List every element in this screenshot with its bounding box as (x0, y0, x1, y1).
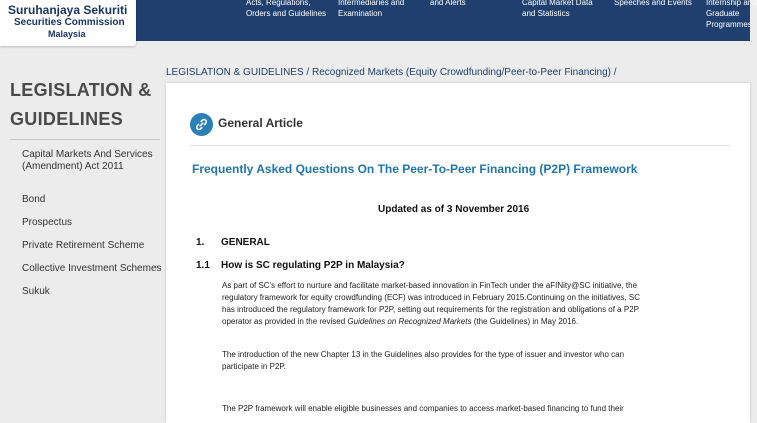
sidebar-item-sukuk[interactable]: Sukuk (22, 286, 50, 297)
sidebar-divider (10, 139, 160, 140)
nav-acts-regulations[interactable]: Acts, Regulations, Orders and Guidelines (246, 0, 327, 18)
article-header: General Article (218, 116, 303, 130)
section-number: 1. (196, 237, 205, 248)
breadcrumb-separator: / (303, 67, 312, 78)
breadcrumb (166, 67, 617, 78)
section-title: GENERAL (221, 237, 270, 248)
logo-line1: Suruhanjaya Sekuriti (8, 3, 128, 17)
sidebar-item-collective-investment-schemes[interactable]: Collective Investment Schemes (22, 263, 162, 274)
sidebar-title: LEGISLATION & GUIDELINES (10, 80, 152, 129)
logo-line2: Securities Commission (14, 17, 125, 28)
nav-intermediaries[interactable]: Intermediaries and Examination (338, 0, 405, 18)
faq-title: Frequently Asked Questions On The Peer-To-Peer Financing (P2P) Framework (192, 162, 638, 176)
question-number: 1.1 (196, 260, 210, 271)
answer-paragraph-3: The P2P framework will enable eligible businesses and companies to access market-based financing to fund their (222, 404, 624, 413)
sc-logo[interactable] (0, 0, 136, 46)
breadcrumb-trailing-separator: / (611, 67, 617, 78)
updated-date: Updated as of 3 November 2016 (378, 204, 530, 215)
sidebar-item-private-retirement-scheme[interactable]: Private Retirement Scheme (22, 240, 145, 251)
link-icon (195, 118, 208, 131)
question-title: How is SC regulating P2P in Malaysia? (221, 260, 405, 271)
sidebar-item-bond[interactable]: Bond (22, 194, 46, 205)
nav-speeches-events[interactable]: Speeches and Events (614, 0, 692, 7)
guidelines-title: Guidelines on Recognized Markets (347, 317, 472, 326)
nav-internship-programmes[interactable]: Internship and Graduate Programmes (706, 0, 757, 29)
article-divider (190, 145, 730, 146)
article-card (166, 83, 750, 423)
breadcrumb-legislation[interactable]: LEGISLATION & GUIDELINES (166, 67, 304, 78)
nav-alerts[interactable]: and Alerts (430, 0, 466, 7)
sidebar-item-cmsa-amendment[interactable]: Capital Markets And Services (Amendment) Act 2011 (22, 149, 153, 172)
answer-paragraph-2: The introduction of the new Chapter 13 in the Guidelines also provides for the type of issuer and investor who can participate in P2P. (222, 350, 625, 371)
nav-capital-market-data[interactable]: Capital Market Data and Statistics (522, 0, 593, 18)
sidebar-item-prospectus[interactable]: Prospectus (22, 217, 73, 228)
answer-paragraph-1: As part of SC's effort to nurture and facilitate market-based innovation in FinTech under the aFINity@SC initiative, the regulatory framework for equity crowdfunding (ECF) was introduced in February 2015.Continuing on the initiatives, SC has introduced the regulatory framework for P2P, setting out requirements for the registration and obligations of a P2P operator as provided in the revised Guidelines on Recognized Markets (the Guidelines) in May 2016. (222, 281, 640, 326)
breadcrumb-recognized-markets[interactable]: Recognized Markets (Equity Crowdfunding/Peer-to-Peer Financing) (311, 67, 612, 78)
logo-line3: Malaysia (48, 29, 86, 39)
article-badge (190, 113, 213, 136)
